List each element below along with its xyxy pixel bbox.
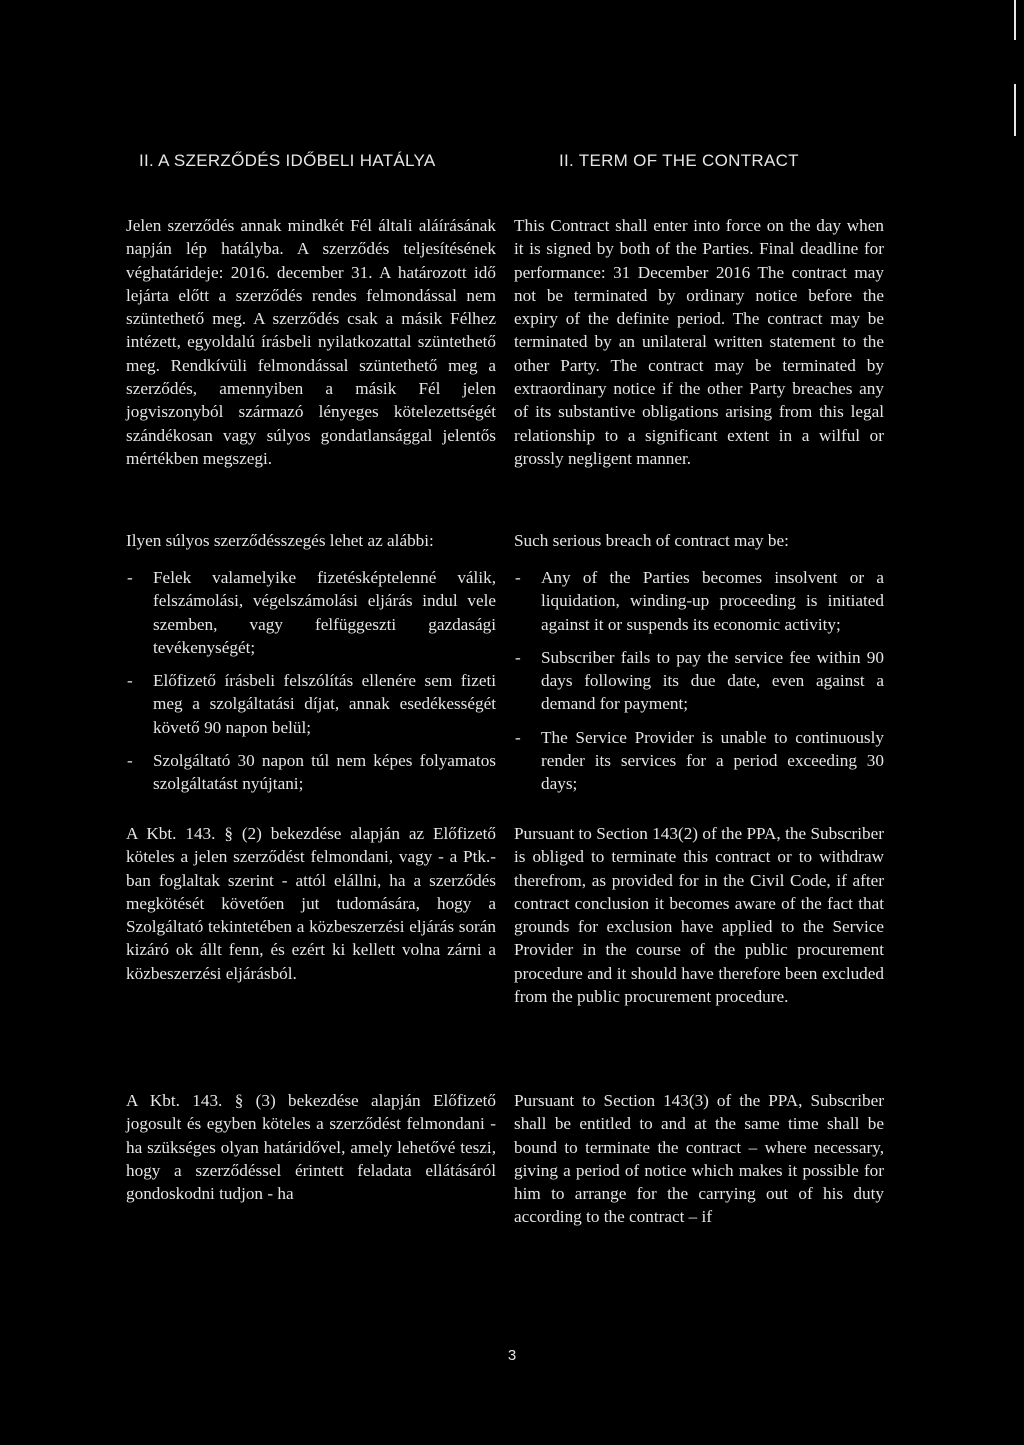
list-dash: - bbox=[127, 671, 133, 691]
list-item bbox=[126, 749, 496, 796]
left-intro-paragraph: Jelen szerződés annak mindkét Fél általi aláírásának napján lép hatályba. A szerződés teljesítésének véghatárideje: 2016. december 31. A határozott idő lejárta előtt a szerződés rendes felmondással nem szüntethető meg. A szerződés csak a másik Félhez intézett, egyoldalú írásbeli nyilatkozattal szüntethető meg. Rendkívüli felmondással szüntethető meg a szerződés, amennyiben a másik Fél jelen jogviszonyból származó lényeges kötelezettségét szándékosan vagy súlyos gondatlansággal jelentős mértékben megszegi. bbox=[126, 216, 496, 468]
list-item-text: The Service Provider is unable to continuously render its services for a period exceeding 30 days; bbox=[541, 727, 884, 794]
list-item-text: Előfizető írásbeli felszólítás ellenére sem fizeti meg a szolgáltatási díjat, annak esedékességét követő 90 napon belül; bbox=[153, 671, 496, 737]
list-dash: - bbox=[515, 727, 521, 747]
list-dash: - bbox=[515, 647, 521, 667]
list-item bbox=[514, 566, 884, 636]
right-143-3-paragraph: Pursuant to Section 143(3) of the PPA, Subscriber shall be entitled to and at the same time shall be bound to terminate the contract – where necessary, giving a period of notice which makes it possible for him to arrange for the carrying out of his duty according to the contract – if bbox=[514, 1091, 884, 1227]
scan-edge-mark bbox=[1014, 84, 1016, 136]
list-item bbox=[514, 726, 884, 796]
list-dash: - bbox=[127, 751, 133, 771]
list-item-text: Felek valamelyike fizetésképtelenné válik, felszámolási, végelszámolási eljárás indul vele szemben, vagy felfüggeszti gazdasági tevékenységét; bbox=[153, 568, 496, 657]
left-breach-intro-block bbox=[126, 529, 496, 552]
heading-hungarian: II. A SZERZŐDÉS IDŐBELI HATÁLYA bbox=[139, 151, 436, 170]
list-item-text: Any of the Parties becomes insolvent or a liquidation, winding-up proceeding is initiated against it or suspends its economic activity; bbox=[541, 568, 884, 634]
right-breach-intro: Such serious breach of contract may be: bbox=[514, 531, 789, 550]
right-intro-paragraph: This Contract shall enter into force on the day when it is signed by both of the Parties. Final deadline for performance: 31 December 2016 The contract may not be terminated by ordinary notice before the expiry of the definite period. The contract may be terminated by an unilateral written statement to the other Party. The contract may be terminated by extraordinary notice if the other Party breaches any of its substantive obligations arising from this legal relationship to a significant extent in a wilful or grossly negligent manner. bbox=[514, 216, 884, 468]
left-breach-list bbox=[126, 566, 496, 796]
list-item bbox=[126, 566, 496, 659]
left-143-3-block bbox=[126, 1089, 496, 1205]
list-dash: - bbox=[127, 568, 133, 587]
list-dash: - bbox=[515, 568, 521, 587]
right-breach-intro-block bbox=[514, 529, 884, 552]
list-item bbox=[126, 669, 496, 739]
right-intro-block bbox=[514, 214, 884, 470]
list-item bbox=[514, 646, 884, 716]
left-143-2-paragraph: A Kbt. 143. § (2) bekezdése alapján az Előfizető köteles a jelen szerződést felmondani, vagy - a Ptk.-ban foglaltak szerint - attól elállni, ha a szerződés megkötését követően jut tudomására, hogy a Szolgáltató tekintetében a közbeszerzési eljárás során kizáró ok állt fenn, és ezért ki kellett volna zárni a közbeszerzési eljárásból. bbox=[126, 824, 496, 983]
right-143-3-block bbox=[514, 1089, 884, 1229]
right-breach-list bbox=[514, 566, 884, 796]
left-143-2-block bbox=[126, 822, 496, 985]
list-item-text: Szolgáltató 30 napon túl nem képes folyamatos szolgáltatást nyújtani; bbox=[153, 751, 496, 794]
right-143-2-block bbox=[514, 822, 884, 1008]
left-breach-intro: Ilyen súlyos szerződésszegés lehet az alábbi: bbox=[126, 531, 434, 550]
left-breach-list-block bbox=[126, 566, 496, 796]
right-143-2-paragraph: Pursuant to Section 143(2) of the PPA, the Subscriber is obliged to terminate this contract or to withdraw therefrom, as provided for in the Civil Code, if after contract conclusion it becomes aware of the fact that grounds for exclusion have applied to the Service Provider in the course of the public procurement procedure and it should have therefore been excluded from the public procurement procedure. bbox=[514, 824, 884, 1007]
right-breach-list-block bbox=[514, 566, 884, 796]
scan-edge-mark bbox=[1014, 0, 1016, 40]
left-143-3-paragraph: A Kbt. 143. § (3) bekezdése alapján Előfizető jogosult és egyben köteles a szerződést felmondani - ha szükséges olyan határidővel, amely lehetővé teszi, hogy a szerződéssel érintett feladata ellátásáról gondoskodni tudjon - ha bbox=[126, 1091, 496, 1204]
left-intro-block bbox=[126, 214, 496, 470]
list-item-text: Subscriber fails to pay the service fee within 90 days following its due date, even against a demand for payment; bbox=[541, 647, 884, 714]
heading-english: II. TERM OF THE CONTRACT bbox=[559, 151, 799, 170]
page-number: 3 bbox=[507, 1347, 517, 1364]
